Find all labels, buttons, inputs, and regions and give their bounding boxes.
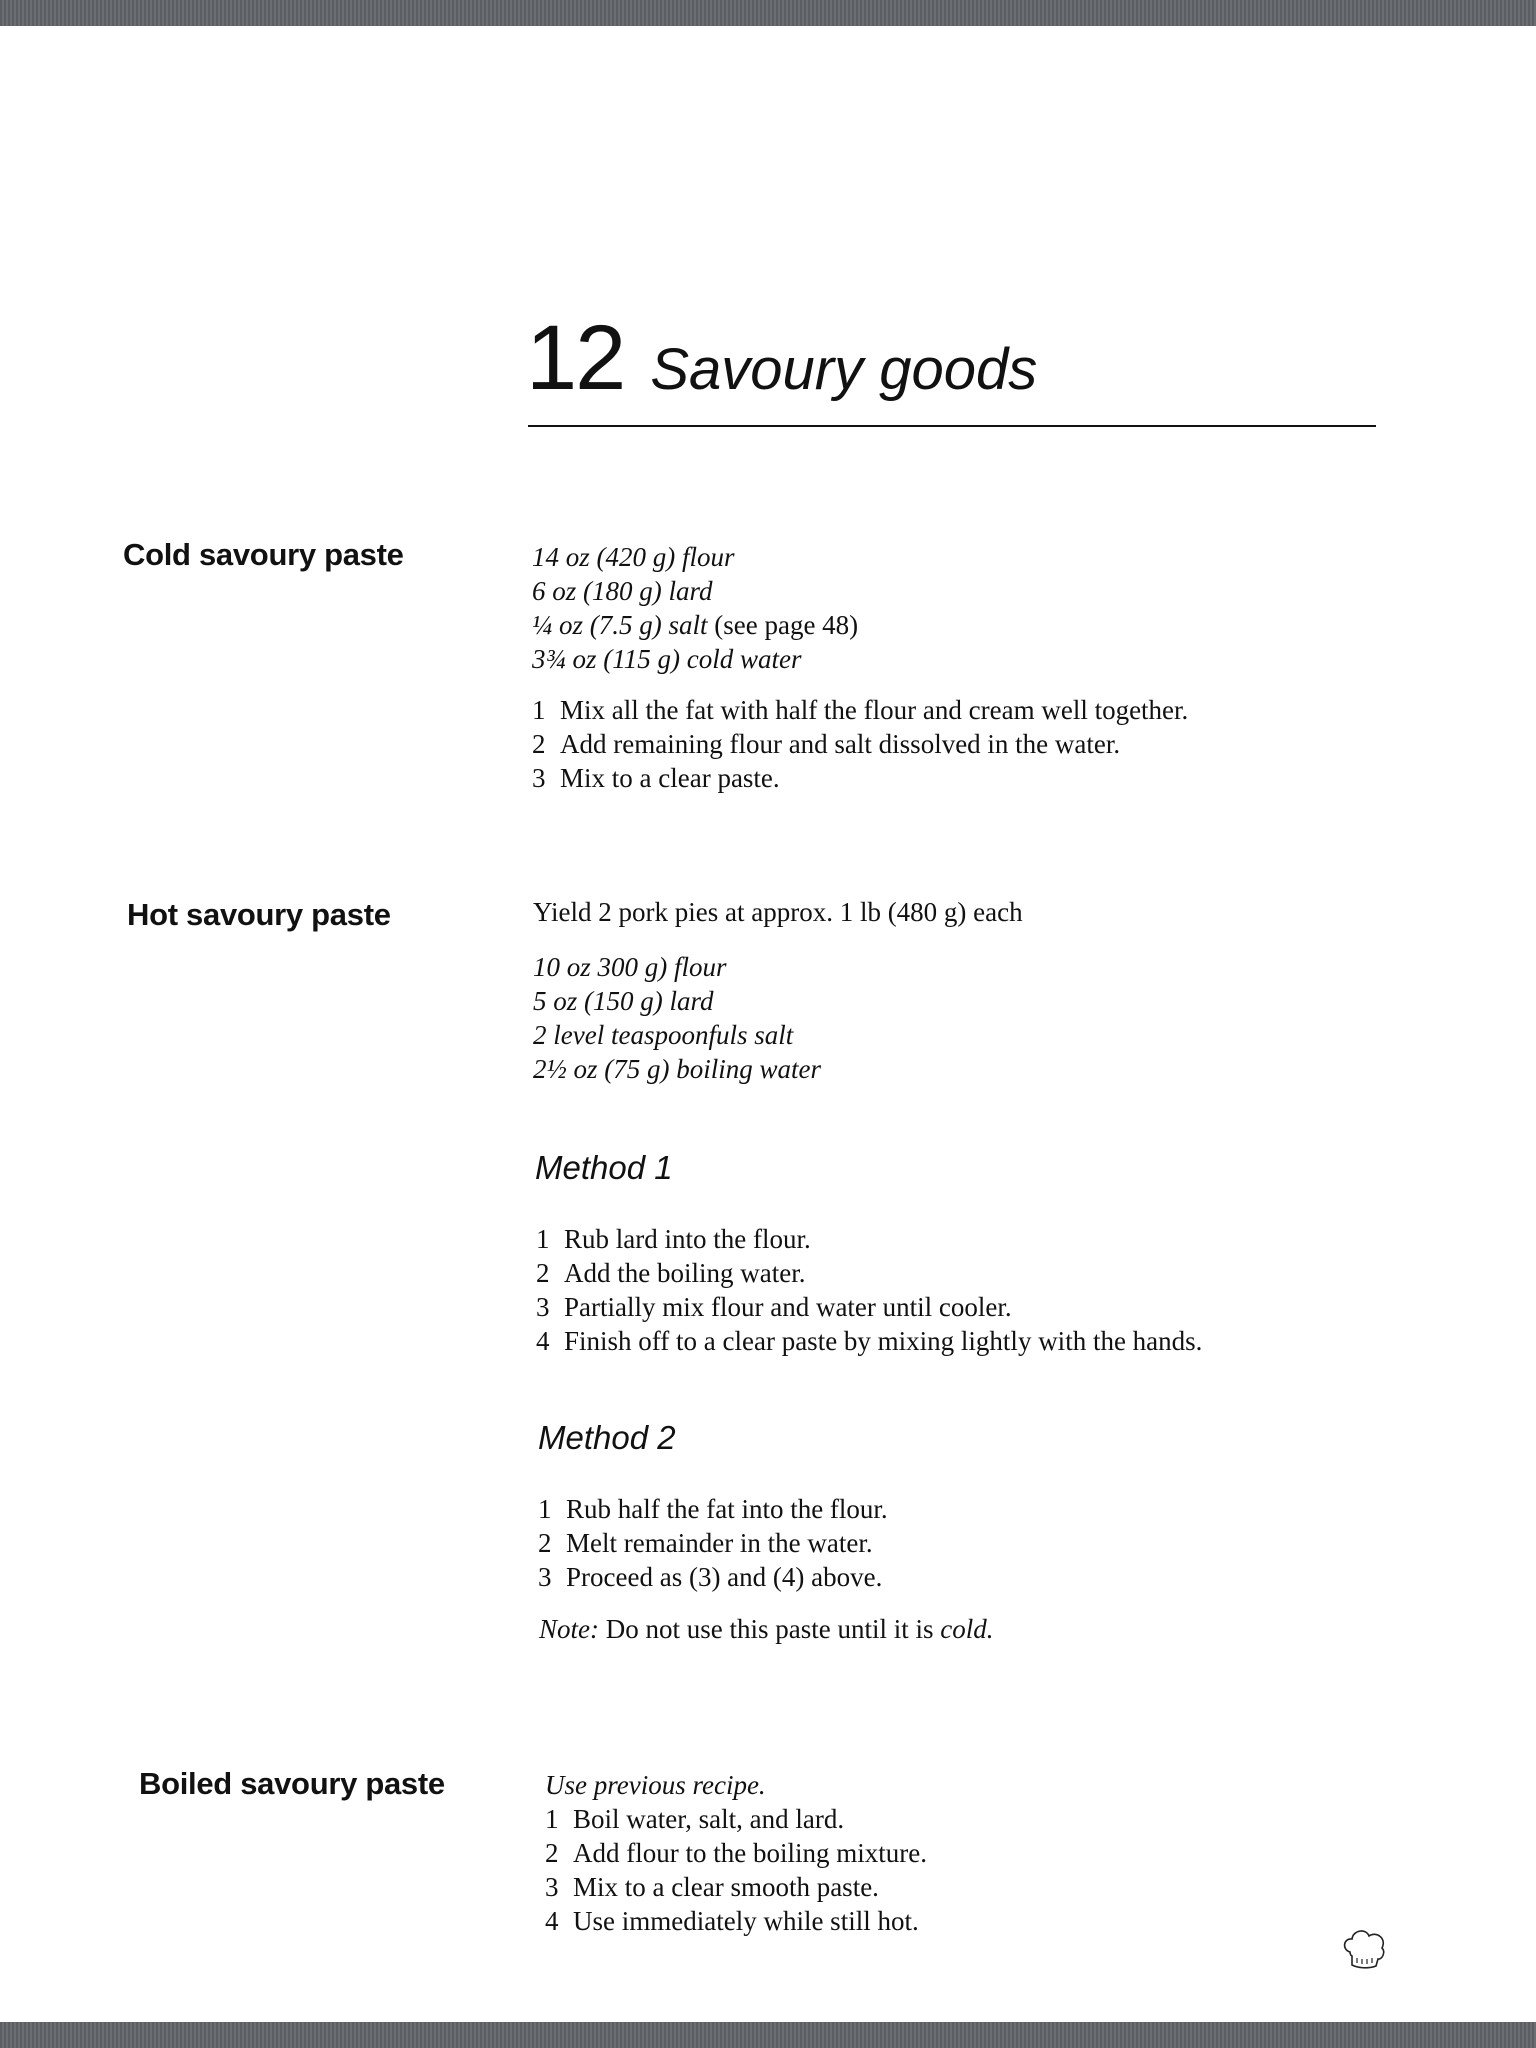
step-text: Proceed as (3) and (4) above. bbox=[566, 1562, 883, 1592]
step-number: 3 bbox=[545, 1872, 559, 1902]
ingredient-line: 10 oz 300 g) flour bbox=[533, 952, 727, 982]
step-number: 2 bbox=[536, 1258, 550, 1288]
method-2-heading: Method 2 bbox=[538, 1419, 676, 1456]
step-text: Mix all the fat with half the flour and cream well together. bbox=[560, 695, 1189, 725]
step-number: 3 bbox=[538, 1562, 552, 1592]
step-text: Add the boiling water. bbox=[564, 1258, 806, 1288]
step-text: Add remaining flour and salt dissolved in the water. bbox=[560, 729, 1121, 759]
ingredient-line: 14 oz (420 g) flour bbox=[532, 542, 735, 572]
chapter-title: Savoury goods bbox=[650, 337, 1038, 402]
step-line bbox=[532, 727, 1188, 761]
chapter-number: 12 bbox=[526, 307, 625, 409]
ingredient-line: 6 oz (180 g) lard bbox=[532, 576, 713, 606]
step-number: 4 bbox=[536, 1326, 550, 1356]
step-number: 3 bbox=[532, 763, 546, 793]
boiled-paste-body bbox=[545, 1768, 927, 1938]
top-edge-bar bbox=[0, 0, 1536, 26]
hot-paste-ingredients bbox=[533, 950, 821, 1086]
chapter-heading bbox=[526, 307, 1038, 409]
step-line bbox=[545, 1904, 927, 1938]
cold-paste-heading: Cold savoury paste bbox=[123, 537, 404, 572]
step-number: 1 bbox=[536, 1224, 550, 1254]
step-number: 4 bbox=[545, 1906, 559, 1936]
step-line bbox=[536, 1256, 1202, 1290]
note-emphasis: cold. bbox=[940, 1614, 994, 1644]
ingredient-line: 3¾ oz (115 g) cold water bbox=[532, 644, 802, 674]
step-line bbox=[545, 1836, 927, 1870]
hot-paste-heading: Hot savoury paste bbox=[127, 897, 391, 932]
ingredient-line: 5 oz (150 g) lard bbox=[533, 986, 714, 1016]
step-line bbox=[532, 761, 1188, 795]
hot-paste-note bbox=[539, 1612, 994, 1646]
boiled-intro: Use previous recipe. bbox=[545, 1770, 766, 1800]
step-text: Melt remainder in the water. bbox=[566, 1528, 873, 1558]
step-text: Boil water, salt, and lard. bbox=[573, 1804, 845, 1834]
step-text: Rub half the fat into the flour. bbox=[566, 1494, 888, 1524]
method-1-heading: Method 1 bbox=[535, 1149, 673, 1186]
method-1-steps bbox=[536, 1222, 1202, 1358]
boiled-paste-heading: Boiled savoury paste bbox=[139, 1766, 445, 1801]
cold-paste-steps bbox=[532, 693, 1188, 795]
step-number: 1 bbox=[545, 1804, 559, 1834]
step-text: Use immediately while still hot. bbox=[573, 1906, 919, 1936]
step-number: 1 bbox=[532, 695, 546, 725]
chapter-rule bbox=[528, 425, 1376, 427]
step-line bbox=[538, 1492, 888, 1526]
chef-hat-icon bbox=[1340, 1922, 1390, 1972]
step-number: 2 bbox=[538, 1528, 552, 1558]
step-line bbox=[545, 1802, 927, 1836]
note-text: Do not use this paste until it is bbox=[599, 1614, 941, 1644]
step-text: Partially mix flour and water until cooler. bbox=[564, 1292, 1012, 1322]
ingredient-line: 2½ oz (75 g) boiling water bbox=[533, 1054, 821, 1084]
method-2-steps bbox=[538, 1492, 888, 1594]
step-text: Rub lard into the flour. bbox=[564, 1224, 811, 1254]
note-label: Note: bbox=[539, 1614, 599, 1644]
step-line bbox=[545, 1870, 927, 1904]
ingredient-salt: ¼ oz (7.5 g) salt bbox=[532, 610, 708, 640]
step-number: 2 bbox=[532, 729, 546, 759]
step-line bbox=[536, 1222, 1202, 1256]
step-number: 3 bbox=[536, 1292, 550, 1322]
ingredient-line bbox=[532, 608, 858, 642]
step-text: Mix to a clear smooth paste. bbox=[573, 1872, 879, 1902]
cold-paste-ingredients bbox=[532, 540, 858, 676]
step-text: Add flour to the boiling mixture. bbox=[573, 1838, 927, 1868]
hot-paste-yield: Yield 2 pork pies at approx. 1 lb (480 g) each bbox=[533, 897, 1023, 927]
bottom-edge-bar bbox=[0, 2022, 1536, 2048]
step-line bbox=[536, 1324, 1202, 1358]
step-line bbox=[538, 1526, 888, 1560]
step-number: 2 bbox=[545, 1838, 559, 1868]
page-reference: (see page 48) bbox=[707, 610, 859, 640]
step-line bbox=[536, 1290, 1202, 1324]
ingredient-line: 2 level teaspoonfuls salt bbox=[533, 1020, 794, 1050]
step-line bbox=[532, 693, 1188, 727]
step-number: 1 bbox=[538, 1494, 552, 1524]
step-line bbox=[538, 1560, 888, 1594]
step-text: Mix to a clear paste. bbox=[560, 763, 780, 793]
step-text: Finish off to a clear paste by mixing lightly with the hands. bbox=[564, 1326, 1203, 1356]
